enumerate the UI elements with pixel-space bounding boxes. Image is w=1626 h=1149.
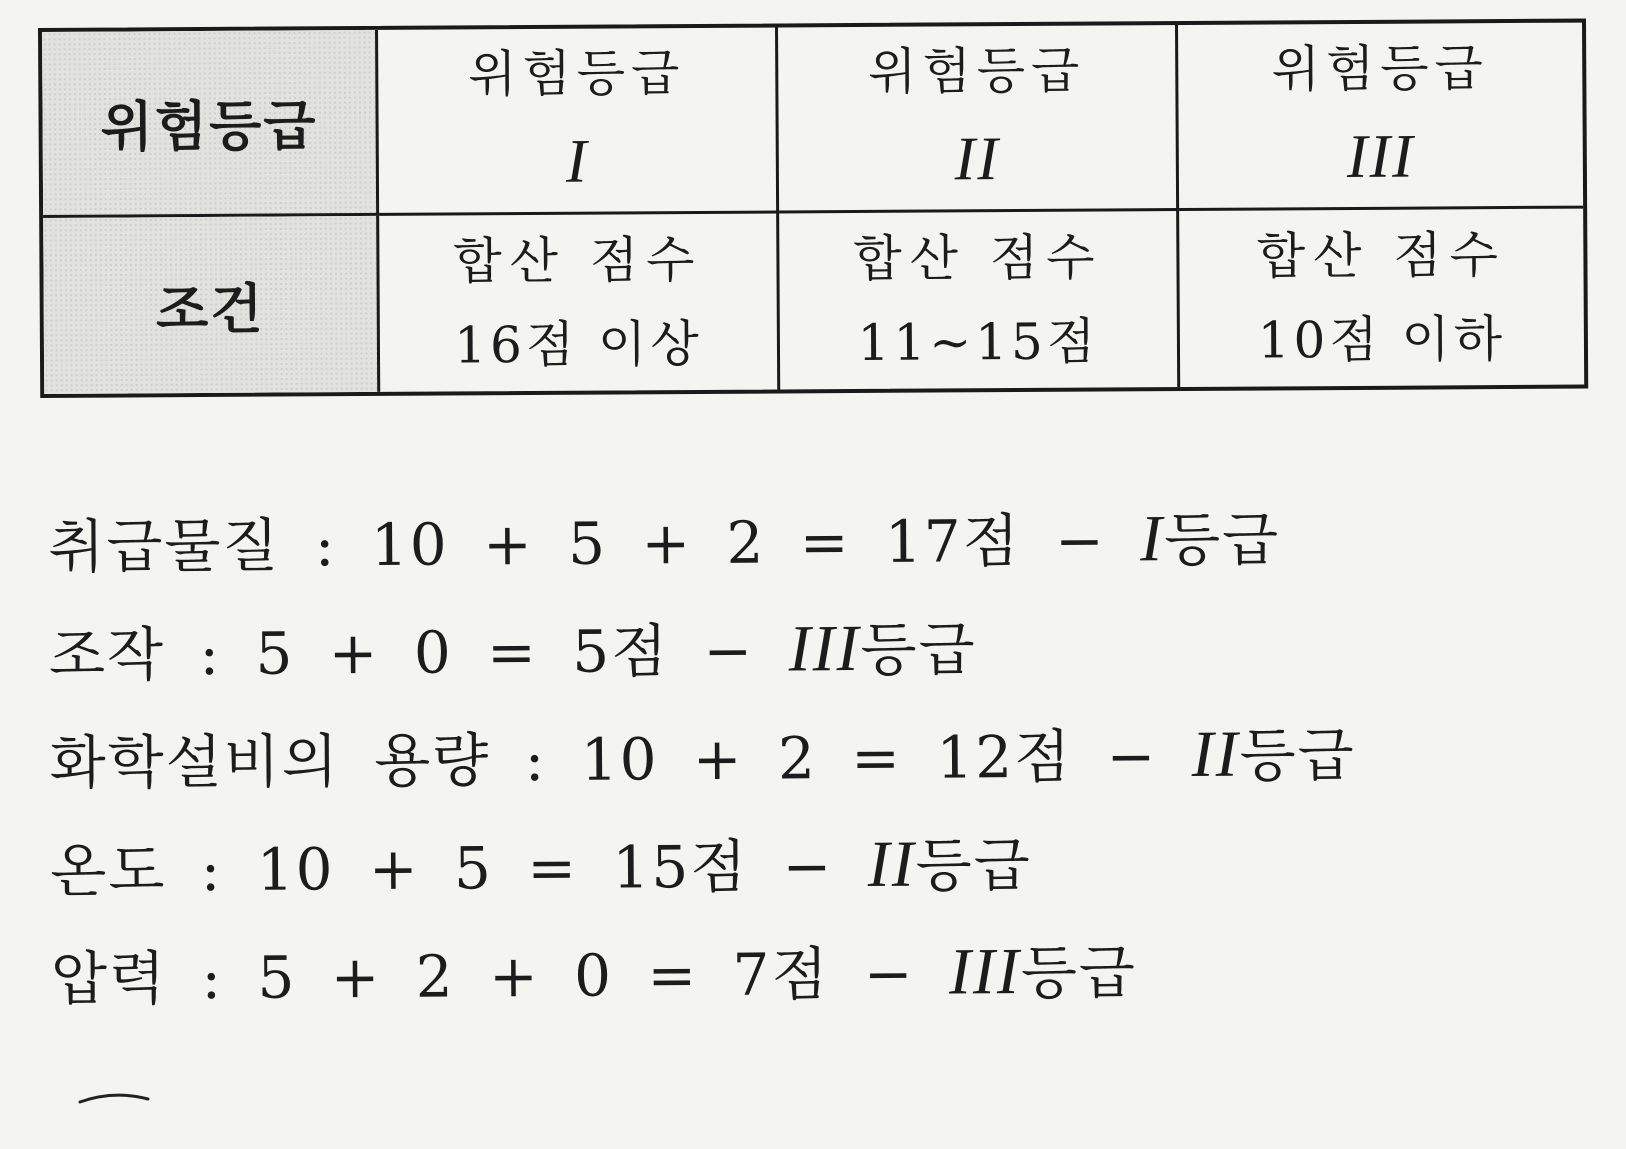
grade-roman-numeral: III (1346, 122, 1415, 191)
grade-column-2-header (778, 25, 1179, 213)
calculation-suffix: 등급 (860, 615, 977, 685)
calculation-line-operation (49, 592, 1356, 708)
grade-roman-numeral: I (565, 127, 589, 196)
calculation-grade: III (788, 612, 861, 686)
calculation-suffix: 등급 (1163, 505, 1281, 575)
calculation-grade: I (1139, 502, 1165, 576)
calculation-text: 압력 : 5 + 2 + 0 = 7점 − (50, 939, 950, 1013)
grade-label: 위험등급 (468, 43, 686, 103)
row-header-grade (42, 30, 379, 218)
risk-grade-table (38, 19, 1588, 398)
grade-label: 위험등급 (1271, 38, 1490, 98)
calculation-line-equipment-capacity (49, 700, 1356, 816)
calculation-text: 취급물질 : 10 + 5 + 2 = 17점 − (48, 506, 1141, 581)
grade-roman-numeral: II (954, 124, 1001, 193)
condition-range: 10점 이하 (1257, 310, 1507, 370)
condition-label: 합산 점수 (853, 228, 1103, 289)
row-header-condition (43, 216, 380, 394)
row-header-grade-text: 위험등급 (100, 94, 318, 159)
calculation-grade: III (948, 935, 1022, 1009)
calculation-grade: II (867, 827, 916, 901)
calculation-line-pressure (51, 916, 1358, 1032)
condition-cell-grade-1 (379, 213, 780, 391)
calculation-text: 화학설비의 용량 : 10 + 2 = 12점 − (49, 722, 1192, 797)
calculation-line-handled-substance (48, 484, 1355, 600)
condition-cell-grade-2 (779, 211, 1180, 389)
condition-label: 합산 점수 (453, 230, 703, 291)
calculation-suffix: 등급 (1020, 938, 1138, 1008)
partial-stroke-mark (78, 1090, 150, 1104)
calculation-grade: II (1191, 717, 1240, 792)
grade-column-1-header (378, 27, 779, 215)
grade-label: 위험등급 (867, 41, 1086, 101)
condition-cell-grade-3 (1179, 209, 1584, 387)
condition-label: 합산 점수 (1256, 226, 1507, 286)
row-header-condition-text: 조건 (155, 277, 265, 341)
condition-range: 11~15점 (857, 312, 1100, 372)
calculation-text: 조작 : 5 + 0 = 5점 − (48, 616, 789, 689)
condition-range: 16점 이상 (454, 314, 703, 375)
calculation-suffix: 등급 (915, 830, 1032, 900)
calculation-line-temperature (50, 808, 1357, 924)
score-calculation-list (48, 484, 1357, 1032)
calculation-text: 온도 : 10 + 5 = 15점 − (50, 832, 868, 905)
grade-column-3-header (1178, 23, 1583, 211)
calculation-suffix: 등급 (1239, 721, 1356, 790)
